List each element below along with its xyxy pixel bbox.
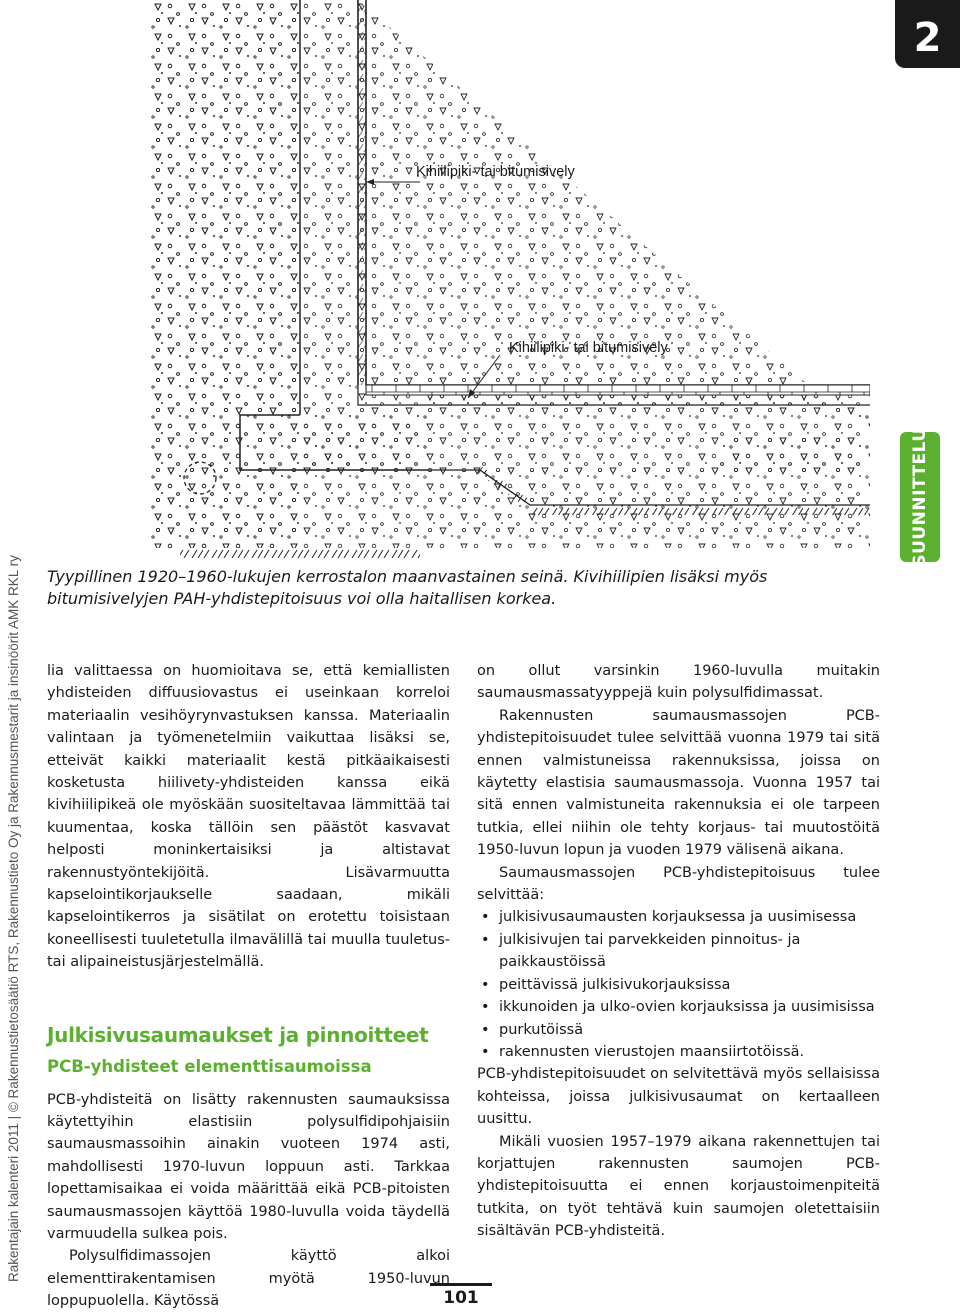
left-paragraph-3: Polysulfidimassojen käyttö alkoi elementtirakentamisen myötä 1950-luvun loppupuolella. Käytössä [47,1248,450,1310]
left-column [47,660,450,1313]
section-tab-label: SUUNNITTELU [910,427,930,567]
right-column [477,660,880,1243]
section-heading: Julkisivusaumaukset ja pinnoitteet [47,1022,429,1047]
right-paragraph-5: Mikäli vuosien 1957–1979 aikana rakennettujen tai korjattujen rakennusten saumojen PCB-yhdistepitoisuutta ei ennen korjaustoimenpiteitä tutkita, on työt tehtävä kuin saumojen oletettaisiin sisältävän PCB-yhdisteitä. [477,1133,880,1240]
right-paragraph-1: on ollut varsinkin 1960-luvulla muitakin saumausmassatyyppejä kuin polysulfidimassat. [477,663,880,702]
label-lower-membrane: Kihiilipiki- tai bitumisively [509,340,668,356]
page-number: 101 [430,1283,492,1308]
list-item: • purkutöissä [477,1019,880,1041]
figure-caption: Tyypillinen 1920–1960-lukujen kerrostalon maanvastainen seinä. Kivihiilipien lisäksi myös bitumisivelyjen PAH-yhdistepitoisuus voi olla haitallisen korkea. [47,567,768,608]
list-item: • julkisivujen tai parvekkeiden pinnoitus- ja paikkaustöissä [477,929,880,974]
right-paragraph-4: PCB-yhdistepitoisuudet on selvitettävä myös sellaisissa kohteissa, joissa julkisivusaumat on kertaalleen uusittu. [477,1066,880,1128]
list-item: • peittävissä julkisivukorjauksissa [477,974,880,996]
section-subheading: PCB-yhdisteet elementtisaumoissa [47,1057,372,1077]
right-paragraph-2: Rakennusten saumausmassojen PCB-yhdistepitoisuudet tulee selvittää vuonna 1979 tai sitä ennen valmistuneissa rakennuksissa, joissa on käytetty elastisia saumausmassoja. Vuonna 1957 tai sitä ennen valmistuneita rakennuksia ei ole tarpeen tutkia, ellei niihin ole tehty korjaus- tai muutostöitä 1950-luvun lopun ja vuoden 1979 välisenä aikana. [477,707,880,859]
left-paragraph-1: lia valittaessa on huomioitava se, että kemiallisten yhdisteiden diffuusiovastus ei useinkaan korreloi materiaalin vesihöyrynvastuksen kanssa. Materiaalin valintaan ja työmenetelmiin vaikuttaa lisäksi se, etteivät kaikki materiaalit kestä pitkäaikaisesti kosketusta hiilivety-yhdisteiden kanssa eikä kivihiilipikeä ole myöskään suositeltavaa lämmittää tai kuumentaa, koska tällöin sen päästöt kasvavat helposti moninkertaisiksi ja altistavat rakennustyöntekijöitä. Lisävarmuutta kapselointikorjaukselle saadaan, mikäli kapselointikerros ja sisätilat on erotettu toisistaan koneellisesti tuuletetulla ilmavälillä tai muulla tuuletus- tai alipaineistusjärjestelmällä. [47,663,450,971]
list-item: • ikkunoiden ja ulko-ovien korjauksissa ja uusimisissa [477,996,880,1018]
side-copyright: Rakentajain kalenteri 2011 | © Rakennustietosäätiö RTS, Rakennustieto Oy ja Rakennusmestarit ja insinöörit AMK RKL ry [6,555,21,1282]
label-upper-membrane: Kihiilipiki- tai bitumisively [416,164,575,180]
chapter-number-tab: 2 [895,0,960,68]
list-item: • julkisivusaumausten korjauksessa ja uusimisessa [477,906,880,928]
requirement-list [477,906,880,1063]
left-paragraph-2: PCB-yhdisteitä on lisätty rakennusten saumauksissa käytettyihin elastisiin polysulfidipohjaisiin saumausmassoihin ainakin vuoteen 1974 asti, mahdollisesti 1970-luvun loppuun asti. Tarkkaa lopettamisaikaa ei voida määrittää eikä PCB-pitoisten saumausmassojen käyttöä 1980-luvulla voida täydellä varmuudella sulkea pois. [47,1091,450,1242]
right-paragraph-3: Saumausmassojen PCB-yhdistepitoisuus tulee selvittää: [477,864,880,904]
list-item: • rakennusten vierustojen maansiirtotöissä. [477,1041,880,1063]
section-tab [900,427,940,567]
wall-section-drawing [150,0,870,560]
